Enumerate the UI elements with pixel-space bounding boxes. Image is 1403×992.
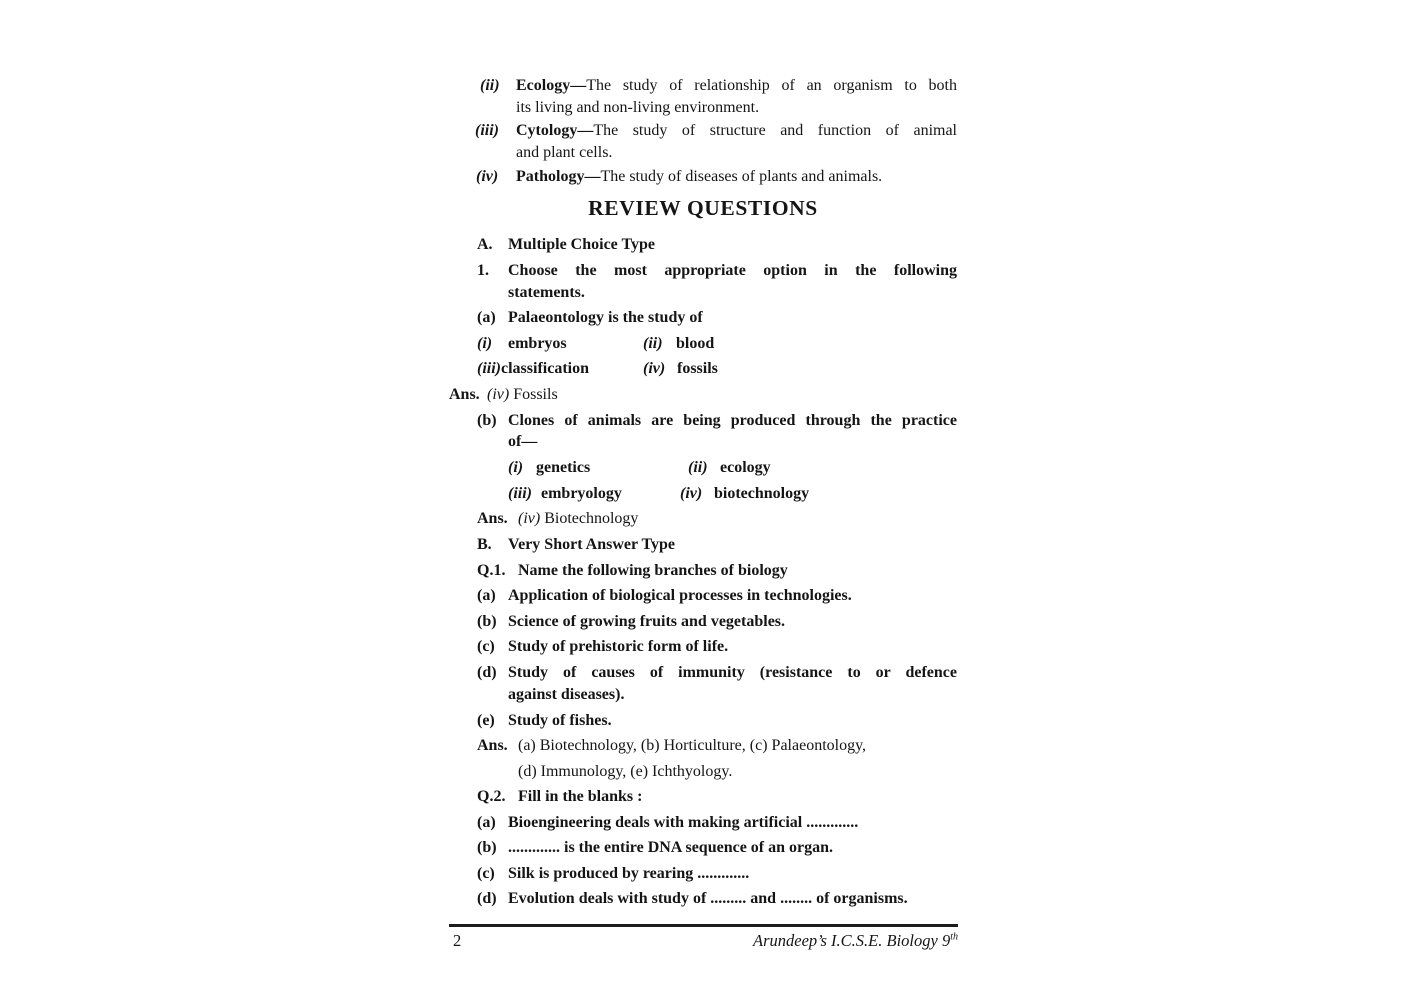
options-1a-row2: [477, 359, 957, 379]
text-segment: Ans.: [477, 510, 508, 527]
text-segment: Ans.: [449, 386, 480, 403]
question-q1e: [477, 711, 612, 731]
question-q2b: [477, 838, 833, 858]
text-segment: (iii): [475, 122, 499, 139]
book-title-text: Arundeep’s I.C.S.E. Biology 9: [753, 931, 951, 950]
text-segment: Ecology—: [516, 77, 587, 94]
text-segment: Q.2.: [477, 788, 506, 805]
question-q1c: [477, 637, 728, 657]
book-title: [753, 931, 958, 951]
text-segment: biotechnology: [714, 485, 810, 502]
text-segment: ecology: [720, 459, 771, 476]
text-segment: (e): [477, 712, 495, 729]
text-segment: Fill in the blanks :: [518, 788, 643, 805]
text-segment: (i): [477, 335, 493, 352]
question-q1d-line1: [477, 663, 957, 683]
text-segment: Biotechnology: [544, 510, 639, 527]
definition-ecology-line1: [480, 76, 957, 96]
text-segment: Clones of animals are being produced through the practice: [508, 412, 957, 429]
question-q1a: [477, 586, 852, 606]
edition-superscript: th: [950, 931, 958, 943]
text-segment: (ii): [480, 77, 500, 94]
text-segment: 1.: [477, 262, 489, 279]
text-segment: (iv): [487, 386, 514, 403]
definition-pathology: [476, 167, 882, 187]
page-footer: [449, 931, 958, 951]
text-segment: Study of fishes.: [508, 712, 612, 729]
text-segment: Q.1.: [477, 562, 506, 579]
text-segment: ............. is the entire DNA sequence of an organ.: [508, 839, 834, 856]
text-segment: The study of structure and function of animal: [593, 122, 957, 139]
text-segment: (d): [477, 664, 497, 681]
text-segment: Name the following branches of biology: [518, 562, 788, 579]
text-segment: (iv): [476, 168, 499, 185]
question-1-line1: [477, 261, 957, 281]
text-segment: Evolution deals with study of ......... and ........ of organisms.: [508, 890, 908, 907]
text-segment: (i): [508, 459, 524, 476]
answer-q1-line2: [518, 762, 732, 782]
text-segment: Science of growing fruits and vegetables.: [508, 613, 786, 630]
text-segment: (iv): [643, 360, 666, 377]
text-segment: embryos: [508, 335, 567, 352]
text-segment: (iv): [680, 485, 703, 502]
text-segment: (b): [477, 613, 497, 630]
text-segment: (iii): [477, 360, 501, 377]
text-segment: (ii): [643, 335, 663, 352]
question-q2c: [477, 864, 749, 884]
question-q2: [477, 787, 642, 807]
page-number: 2: [453, 931, 462, 950]
text-segment: B.: [477, 536, 492, 553]
text-segment: embryology: [541, 485, 622, 502]
footer-rule: [449, 924, 958, 927]
question-q1: [477, 561, 788, 581]
text-segment: of—: [508, 433, 538, 450]
text-segment: Silk is produced by rearing .............: [508, 865, 750, 882]
text-segment: Application of biological processes in technologies.: [508, 587, 852, 604]
text-segment: The study of relationship of an organism to both: [586, 77, 957, 94]
text-segment: genetics: [536, 459, 591, 476]
text-segment: and plant cells.: [516, 144, 613, 161]
question-1a: [477, 308, 703, 328]
text-segment: Pathology—: [516, 168, 601, 185]
options-1a-row1: [477, 334, 957, 354]
question-1b-line1: [477, 411, 957, 431]
text-segment: Bioengineering deals with making artificial .............: [508, 814, 859, 831]
text-segment: Ans.: [477, 737, 508, 754]
text-segment: Study of causes of immunity (resistance to or defence: [508, 664, 957, 681]
question-q2d: [477, 889, 908, 909]
text-segment: fossils: [677, 360, 718, 377]
question-1b-line2: [508, 432, 537, 452]
answer-q1-line1: [477, 736, 866, 756]
question-1-line2: [508, 283, 585, 303]
text-segment: (c): [477, 638, 495, 655]
question-q1d-line2: [508, 685, 624, 705]
section-a-title: [477, 235, 655, 255]
text-segment: Cytology—: [516, 122, 594, 139]
text-segment: (b): [477, 412, 497, 429]
text-segment: (a) Biotechnology, (b) Horticulture, (c) Palaeontology,: [518, 737, 867, 754]
text-segment: Multiple Choice Type: [508, 236, 655, 253]
text-segment: Palaeontology is the study of: [508, 309, 703, 326]
text-segment: against diseases).: [508, 686, 625, 703]
text-segment: Very Short Answer Type: [508, 536, 675, 553]
question-q2a: [477, 813, 858, 833]
section-b-title: [477, 535, 675, 555]
text-segment: statements.: [508, 284, 585, 301]
text-segment: (d) Immunology, (e) Ichthyology.: [518, 763, 733, 780]
definition-cytology-line2: [516, 143, 612, 163]
text-segment: (c): [477, 865, 495, 882]
text-segment: (d): [477, 890, 497, 907]
definition-ecology-line2: [516, 98, 759, 118]
text-segment: The study of diseases of plants and animals.: [600, 168, 883, 185]
definition-cytology-line1: [475, 121, 957, 141]
text-segment: (a): [477, 814, 496, 831]
text-segment: Fossils: [513, 386, 558, 403]
text-segment: Choose the most appropriate option in the following: [508, 262, 957, 279]
review-questions-heading: REVIEW QUESTIONS: [588, 196, 818, 220]
text-segment: A.: [477, 236, 493, 253]
text-segment: (a): [477, 309, 496, 326]
options-1b-row1: [508, 458, 957, 478]
text-segment: blood: [676, 335, 715, 352]
question-q1b: [477, 612, 785, 632]
text-segment: (ii): [688, 459, 708, 476]
text-segment: (b): [477, 839, 497, 856]
text-segment: classification: [501, 360, 589, 377]
text-segment: (iii): [508, 485, 532, 502]
text-segment: (a): [477, 587, 496, 604]
text-segment: its living and non-living environment.: [516, 99, 760, 116]
answer-1b: [477, 509, 638, 529]
text-segment: Study of prehistoric form of life.: [508, 638, 729, 655]
options-1b-row2: [508, 484, 957, 504]
answer-1a: [449, 385, 558, 405]
text-segment: (iv): [518, 510, 545, 527]
